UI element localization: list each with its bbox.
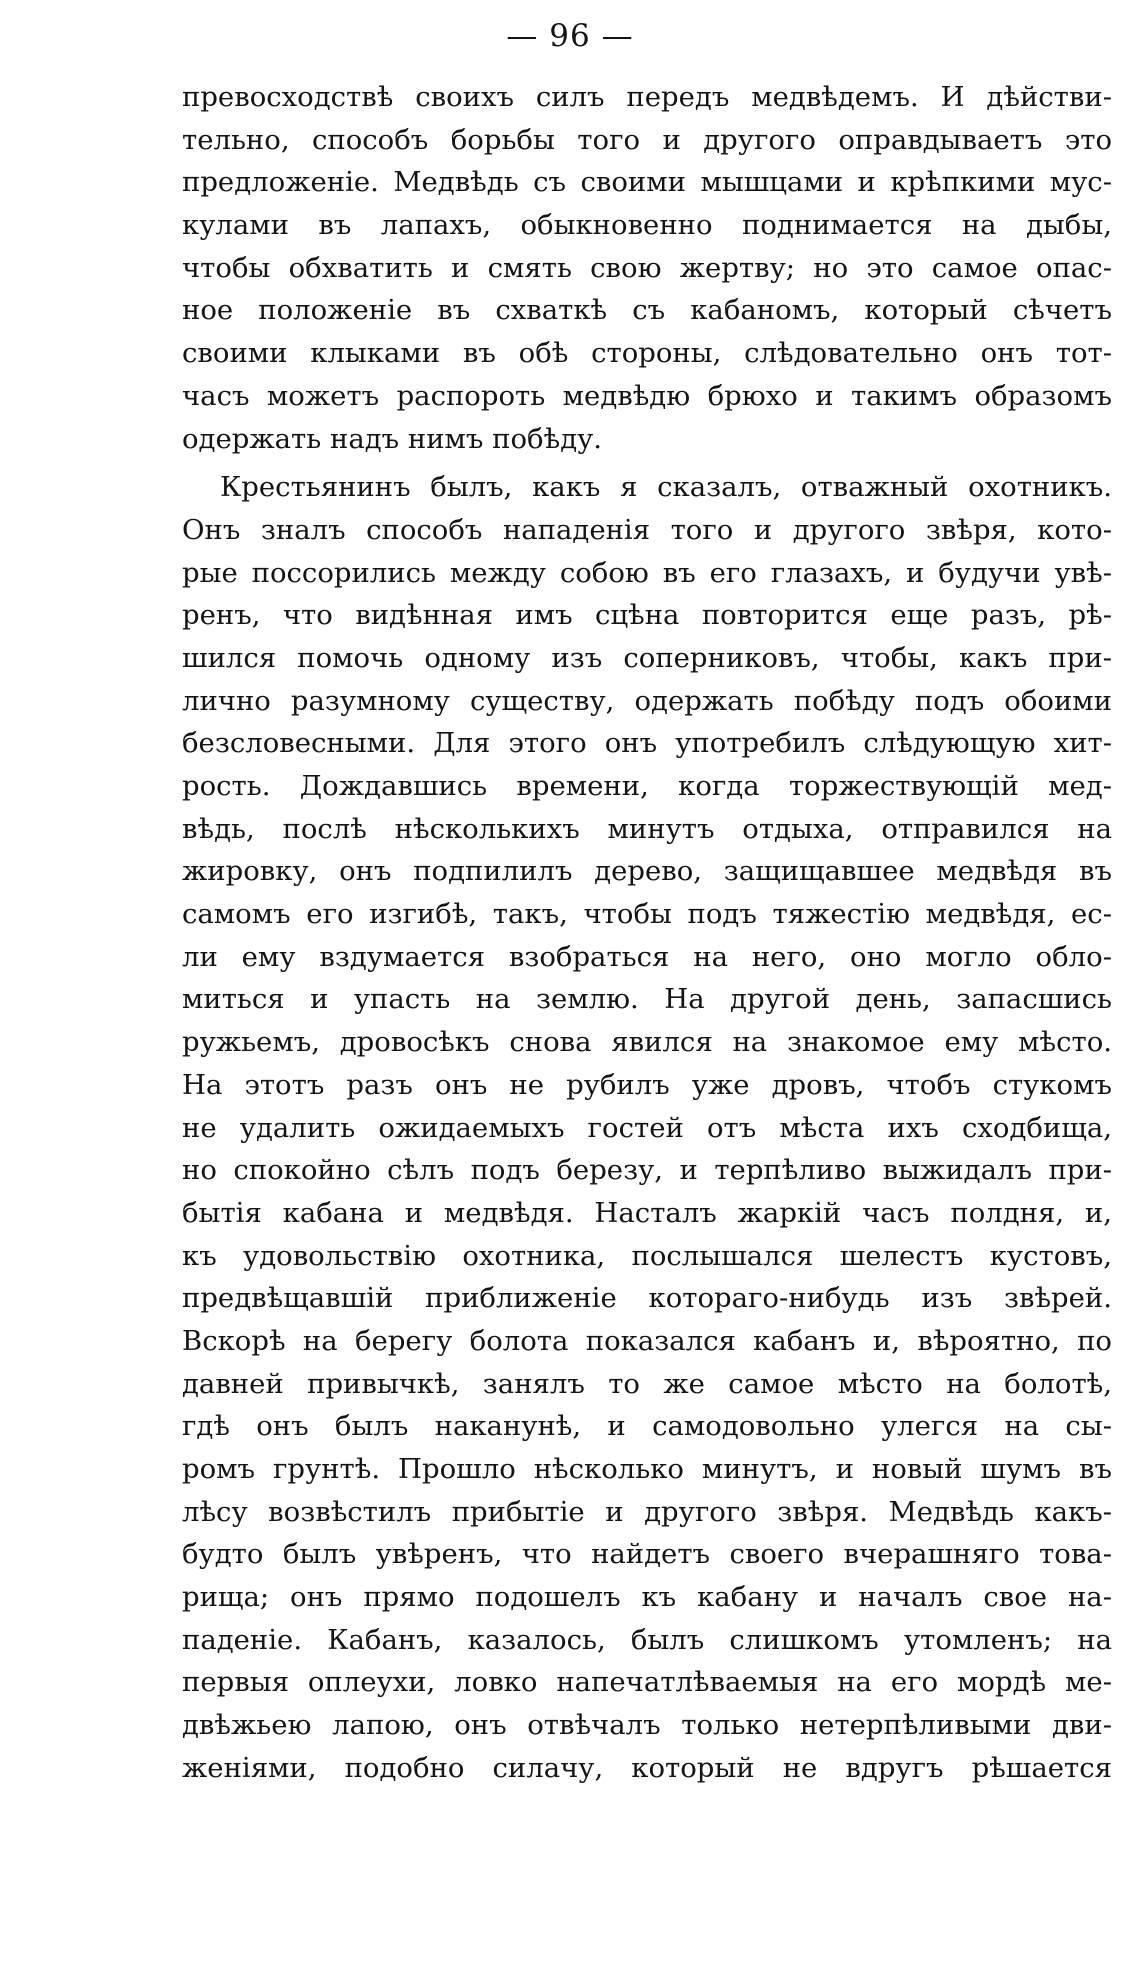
text-line: своими клыками въ обѣ стороны, слѣдовательно онъ тот- [182,337,1112,370]
text-line: бытія кабана и медвѣдя. Насталъ жаркій часъ полдня, и, [182,1196,1112,1229]
text-line: рость. Дождавшись времени, когда торжествующій мед- [182,770,1112,802]
text-line: жировку, онъ подпилилъ дерево, защищавшее медвѣдя въ [182,855,1112,888]
text-line: тельно, способъ борьбы того и другого оправдываетъ это [182,123,1112,156]
text-line: ли ему вздумается взобраться на него, оно могло обло- [182,940,1112,973]
text-line: чтобы обхватить и смять свою жертву; но это самое опас- [182,251,1112,284]
text-line: двѣжьею лапою, онъ отвѣчалъ только нетерпѣливыми дви- [182,1709,1112,1742]
text-line: Вскорѣ на берегу болота показался кабанъ и, вѣроятно, по [182,1324,1112,1357]
text-line: вѣдь, послѣ нѣсколькихъ минутъ отдыха, отправился на [182,812,1112,845]
text-line: женіями, подобно силачу, который не вдругъ рѣшается [182,1751,1112,1784]
page-number: — 96 — [506,18,634,54]
body-text [182,76,1112,1790]
text-line: Крестьянинъ былъ, какъ я сказалъ, отважный охотникъ. [220,471,1112,504]
text-line: одержать надъ нимъ побѣду. [182,422,603,455]
text-line: безсловесными. Для этого онъ употребилъ слѣдующую хит- [182,727,1112,760]
text-line: гдѣ онъ былъ наканунѣ, и самодовольно улегся на сы- [182,1410,1112,1443]
text-line: лѣсу возвѣстилъ прибытіе и другого звѣря. Медвѣдь какъ- [182,1495,1112,1528]
text-line: ружьемъ, дровосѣкъ снова явился на знакомое ему мѣсто. [182,1026,1112,1059]
text-line: не удалить ожидаемыхъ гостей отъ мѣста ихъ сходбища, [182,1111,1112,1144]
text-line: ренъ, что видѣнная имъ сцѣна повторится еще разъ, рѣ- [182,599,1112,632]
text-line: рища; онъ прямо подошелъ къ кабану и началъ свое на- [182,1581,1112,1614]
text-line: давней привычкѣ, занялъ то же самое мѣсто на болотѣ, [182,1367,1112,1400]
text-line: предложеніе. Медвѣдь съ своими мышцами и крѣпкими мус- [182,166,1112,199]
paragraph-2 [182,466,1112,1789]
paragraph-1 [182,76,1112,460]
text-line: рые поссорились между собою въ его глазахъ, и будучи увѣ- [182,556,1112,589]
text-line: ромъ грунтѣ. Прошло нѣсколько минутъ, и новый шумъ въ [182,1453,1112,1485]
text-line: лично разумному существу, одержать побѣду подъ обоими [182,684,1112,717]
text-line: самомъ его изгибѣ, такъ, чтобы подъ тяжестію медвѣдя, ес- [182,898,1112,931]
text-line: будто былъ увѣренъ, что найдетъ своего вчерашняго това- [182,1538,1112,1571]
text-line: но спокойно сѣлъ подъ березу, и терпѣливо выжидалъ при- [182,1154,1112,1187]
text-line: къ удовольствію охотника, послышался шелестъ кустовъ, [182,1239,1112,1272]
text-line: На этотъ разъ онъ не рубилъ уже дровъ, чтобъ стукомъ [182,1068,1112,1101]
text-line: часъ можетъ распороть медвѣдю брюхо и такимъ образомъ [182,379,1112,412]
text-line: Онъ зналъ способъ нападенія того и другого звѣря, кото- [182,513,1112,546]
text-line: первыя оплеухи, ловко напечатлѣваемыя на его мордѣ ме- [182,1666,1112,1699]
text-line: превосходствѣ своихъ силъ передъ медвѣдемъ. И дѣйстви- [182,81,1112,113]
text-line: паденіе. Кабанъ, казалось, былъ слишкомъ утомленъ; на [182,1623,1112,1656]
text-line: ное положеніе въ схваткѣ съ кабаномъ, который сѣчетъ [182,294,1112,327]
text-line: предвѣщавшій приближеніе котораго-нибудь изъ звѣрей. [182,1282,1112,1315]
text-line: миться и упасть на землю. На другой день, запасшись [182,983,1112,1016]
text-line: кулами въ лапахъ, обыкновенно поднимается на дыбы, [182,209,1112,242]
text-line: шился помочь одному изъ соперниковъ, чтобы, какъ при- [182,641,1112,674]
